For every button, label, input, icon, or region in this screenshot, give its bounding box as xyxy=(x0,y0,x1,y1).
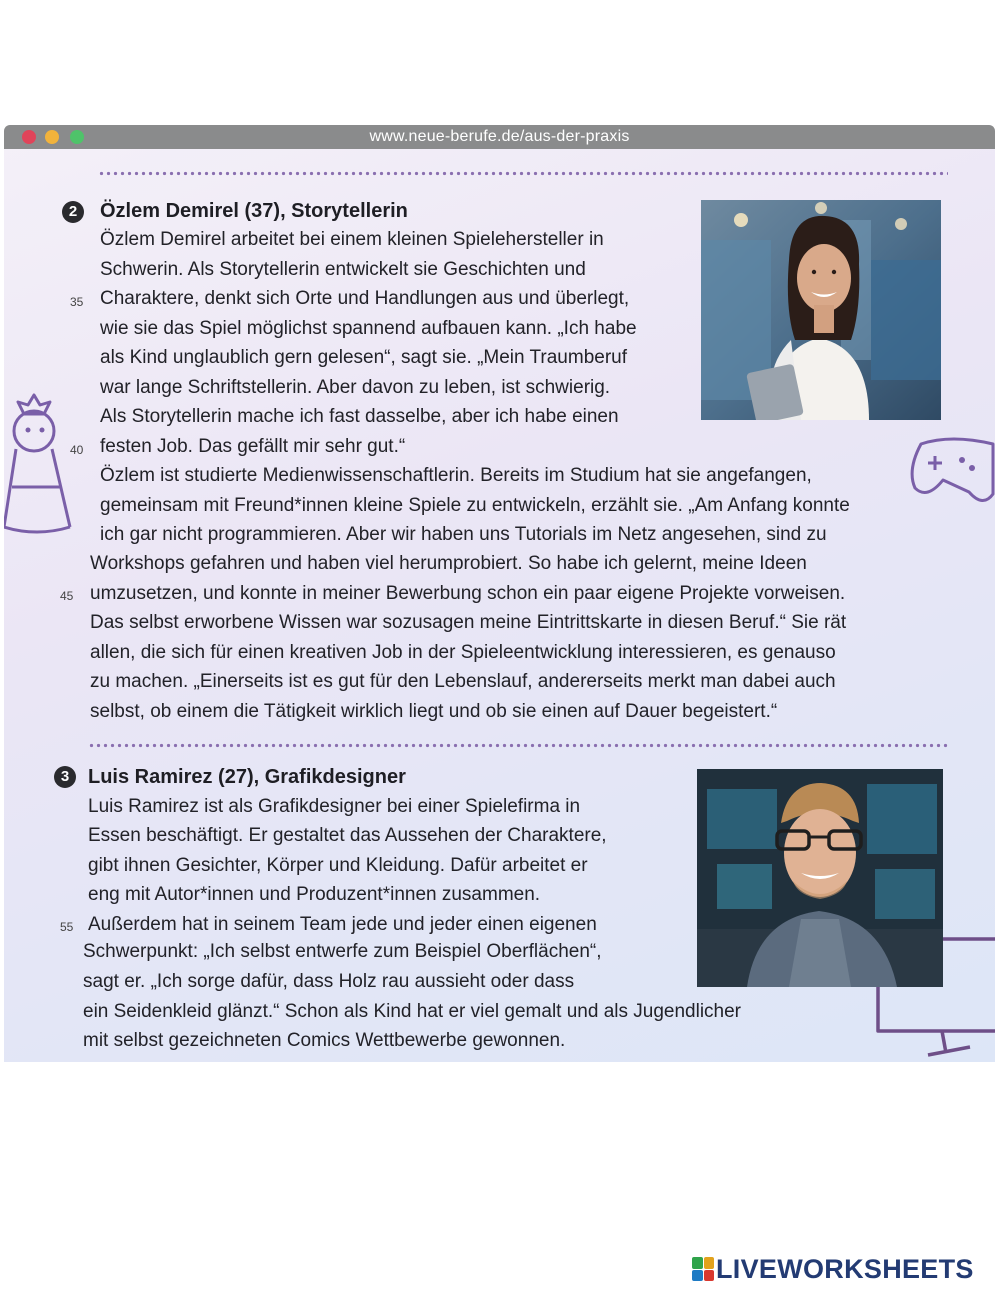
paragraph-line: mit selbst gezeichneten Comics Wettbewerbe gewonnen. xyxy=(83,1030,566,1051)
paragraph-line: ich gar nicht programmieren. Aber wir haben uns Tutorials im Netz angesehen, sind zu xyxy=(100,524,827,545)
paragraph-line: als Kind unglaublich gern gelesen“, sagt sie. „Mein Traumberuf xyxy=(100,347,628,368)
paragraph-line: ein Seidenkleid glänzt.“ Schon als Kind hat er viel gemalt und als Jugendlicher xyxy=(83,1001,742,1022)
paragraph-line: Workshops gefahren und haben viel herumprobiert. So habe ich gelernt, meine Ideen xyxy=(90,553,807,574)
paragraph-line: zu machen. „Einerseits ist es gut für den Lebenslauf, andererseits merkt man dabei auch xyxy=(90,671,836,692)
paragraph-line: Das selbst erworbene Wissen war sozusagen meine Eintrittskarte in diesen Beruf.“ Sie rät xyxy=(90,612,847,633)
paragraph-line: Außerdem hat in seinem Team jede und jeder einen eigenen xyxy=(88,914,597,935)
section-3-heading: Luis Ramirez (27), Grafikdesigner xyxy=(88,766,406,788)
paragraph-line: Luis Ramirez ist als Grafikdesigner bei einer Spielefirma in xyxy=(88,796,581,817)
liveworksheets-logo xyxy=(692,1254,974,1284)
url-text: www.neue-berufe.de/aus-der-praxis xyxy=(369,128,630,145)
paragraph-line: wie sie das Spiel möglichst spannend aufbauen kann. „Ich habe xyxy=(100,318,637,339)
paragraph-line: Schwerin. Als Storytellerin entwickelt sie Geschichten und xyxy=(100,259,586,280)
gamepad-icon xyxy=(907,430,995,510)
line-number: 40 xyxy=(70,443,84,457)
title-bar xyxy=(4,125,995,149)
paragraph-line: eng mit Autor*innen und Produzent*innen zusammen. xyxy=(88,884,541,905)
paragraph-line: festen Job. Das gefällt mir sehr gut.“ xyxy=(100,436,406,457)
photo-luis-ramirez xyxy=(697,769,943,987)
section-number-badge: 3 xyxy=(54,766,76,788)
paragraph-line: gibt ihnen Gesichter, Körper und Kleidung. Dafür arbeitet er xyxy=(88,855,588,876)
paragraph-line: Schwerpunkt: „Ich selbst entwerfe zum Beispiel Oberflächen“, xyxy=(83,941,602,962)
logo-mark-icon xyxy=(692,1257,714,1281)
paragraph-line: Essen beschäftigt. Er gestaltet das Aussehen der Charaktere, xyxy=(88,825,607,846)
browser-window xyxy=(4,125,995,1062)
chess-queen-icon xyxy=(4,387,80,535)
paragraph-line: Als Storytellerin mache ich fast dasselbe, aber ich habe einen xyxy=(100,406,619,427)
section-2-heading: Özlem Demirel (37), Storytellerin xyxy=(100,200,408,222)
dotted-divider-middle xyxy=(88,743,948,748)
paragraph-line: Özlem Demirel arbeitet bei einem kleinen Spielehersteller in xyxy=(100,229,604,250)
paragraph-line: Charaktere, denkt sich Orte und Handlungen aus und überlegt, xyxy=(100,288,630,309)
paragraph-line: gemeinsam mit Freund*innen kleine Spiele zu entwickeln, erzählt sie. „Am Anfang konnte xyxy=(100,495,850,516)
line-number: 55 xyxy=(60,920,74,934)
photo-oezlem-demirel xyxy=(701,200,941,420)
line-number: 45 xyxy=(60,589,74,603)
section-number-badge: 2 xyxy=(62,201,84,223)
dotted-divider-top xyxy=(98,171,948,176)
paragraph-line: war lange Schriftstellerin. Aber davon zu leben, ist schwierig. xyxy=(100,377,611,398)
paragraph-line: allen, die sich für einen kreativen Job in der Spieleentwicklung interessieren, es genauso xyxy=(90,642,836,663)
paragraph-line: selbst, ob einem die Tätigkeit wirklich liegt und ob sie einen auf Dauer begeistert.“ xyxy=(90,701,778,722)
paragraph-line: sagt er. „Ich sorge dafür, dass Holz rau aussieht oder dass xyxy=(83,971,575,992)
logo-text: LIVEWORKSHEETS xyxy=(716,1253,974,1284)
line-number: 35 xyxy=(70,295,84,309)
paragraph-line: Özlem ist studierte Medienwissenschaftlerin. Bereits im Studium hat sie angefangen, xyxy=(100,465,812,486)
paragraph-line: umzusetzen, und konnte in meiner Bewerbung schon ein paar eigene Projekte vorweisen. xyxy=(90,583,846,604)
